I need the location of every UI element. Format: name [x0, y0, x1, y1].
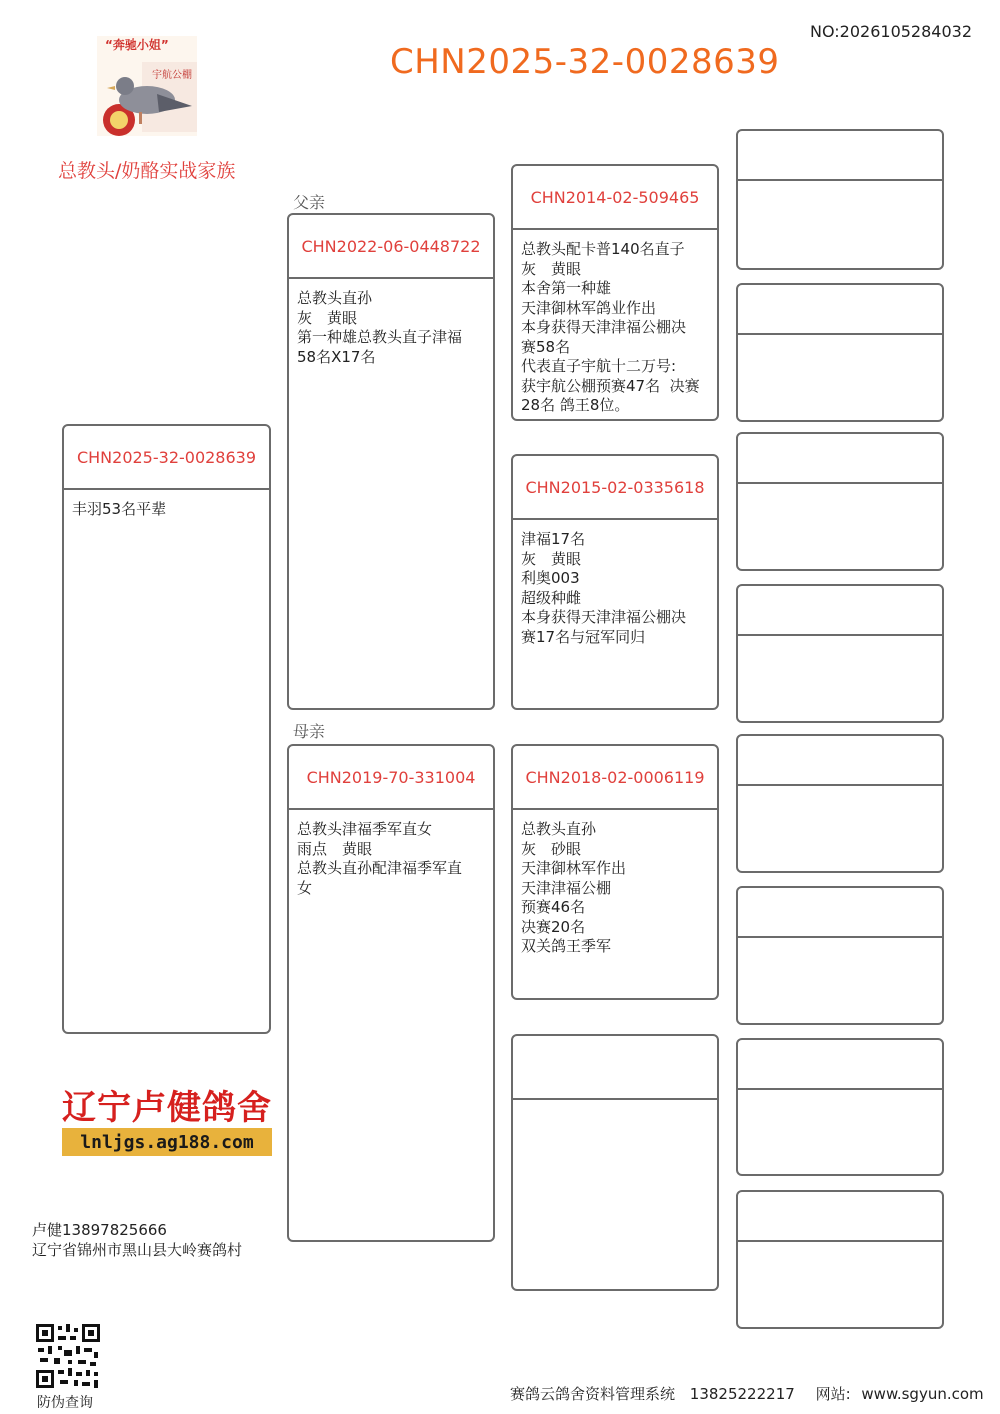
sire-ring: CHN2022-06-0448722 — [289, 215, 493, 279]
footer-system: 赛鸽云鸽舍资料管理系统 — [510, 1385, 676, 1403]
brand-name: 辽宁卢健鸽舍 — [62, 1087, 272, 1128]
note-line: 津福17名 — [521, 530, 586, 548]
note-line: 本舍第一种雄 — [521, 279, 612, 297]
document-number: NO:2026105284032 — [810, 22, 973, 41]
sire-sire-ring: CHN2014-02-509465 — [513, 166, 717, 230]
great-grandparent-ring — [738, 131, 942, 181]
note-line: 预赛46名 — [521, 898, 586, 916]
sire-dam-notes — [513, 520, 717, 657]
note-line: 本身获得天津津福公棚决 — [521, 318, 687, 336]
note-line: 雨点 黄眼 — [297, 839, 373, 858]
great-grandparent-card — [736, 283, 944, 422]
dam-sire-card — [511, 744, 719, 1000]
great-grandparent-ring — [738, 285, 942, 335]
great-grandparent-ring — [738, 586, 942, 636]
great-grandparent-ring — [738, 1040, 942, 1090]
pigeon-notes — [64, 490, 269, 530]
sire-dam-card — [511, 454, 719, 710]
qr-code[interactable] — [34, 1322, 102, 1390]
dam-sire-notes — [513, 810, 717, 967]
note-line: 丰羽53名平辈 — [72, 500, 167, 518]
note-line: 本身获得天津津福公棚决 — [521, 608, 687, 626]
note-line: 双关鸽王季军 — [521, 937, 612, 955]
note-line: 总教头配卡普140名直子 — [521, 240, 685, 258]
note-line: 58名X17名 — [297, 347, 376, 366]
contact-phone: 卢健13897825666 — [32, 1221, 167, 1239]
note-line: 总教头津福季军直女 — [297, 820, 433, 838]
note-line: 天津御林军作出 — [521, 859, 627, 877]
brand-url: lnljgs.ag188.com — [62, 1128, 272, 1156]
note-line: 利奥003 — [521, 569, 580, 587]
note-line: 决赛20名 — [521, 917, 586, 936]
footer — [510, 1383, 984, 1404]
sire-card — [287, 213, 495, 710]
contact-block — [32, 1220, 242, 1260]
note-line: 获宇航公棚预赛47名 决赛 — [521, 376, 700, 395]
footer-website[interactable]: www.sgyun.com — [861, 1385, 984, 1403]
pigeon-card — [62, 424, 271, 1034]
great-grandparent-ring — [738, 434, 942, 484]
great-grandparent-card — [736, 1038, 944, 1176]
great-grandparent-card — [736, 129, 944, 270]
sire-sire-notes — [513, 230, 717, 426]
contact-address: 辽宁省锦州市黑山县大岭赛鸽村 — [32, 1241, 243, 1259]
main-ring-number: CHN2025-32-0028639 — [390, 42, 780, 82]
family-title: 总教头/奶酪实战家族 — [58, 160, 236, 182]
note-line: 28名 鸽王8位。 — [521, 396, 630, 414]
dam-ring: CHN2019-70-331004 — [289, 746, 493, 810]
sire-dam-ring: CHN2015-02-0335618 — [513, 456, 717, 520]
mother-label: 母亲 — [293, 722, 326, 741]
pigeon-ring: CHN2025-32-0028639 — [64, 426, 269, 490]
footer-phone: 13825222217 — [689, 1385, 795, 1403]
dam-dam-notes — [513, 1100, 717, 1120]
great-grandparent-card — [736, 432, 944, 571]
dam-dam-card — [511, 1034, 719, 1291]
qr-code-icon — [34, 1322, 102, 1390]
note-line: 赛58名 — [521, 337, 571, 356]
note-line: 女 — [297, 878, 313, 897]
note-line: 灰 黄眼 — [297, 308, 358, 327]
great-grandparent-ring — [738, 736, 942, 786]
note-line: 总教头直孙 — [297, 289, 373, 307]
note-line: 灰 黄眼 — [521, 259, 582, 278]
note-line: 代表直子宇航十二万号: — [521, 357, 677, 375]
logo-top-text: “奔驰小姐” — [105, 38, 169, 52]
great-grandparent-card — [736, 1190, 944, 1329]
logo-inner-text: 宇航公棚 — [152, 70, 192, 81]
dam-dam-ring — [513, 1036, 717, 1100]
sire-notes — [289, 279, 493, 377]
dam-notes — [289, 810, 493, 908]
note-line: 灰 黄眼 — [521, 549, 582, 568]
note-line: 超级种雌 — [521, 588, 582, 607]
note-line: 总教头直孙 — [521, 820, 597, 838]
great-grandparent-card — [736, 584, 944, 723]
footer-website-label: 网站: — [815, 1385, 851, 1403]
note-line: 总教头直孙配津福季军直 — [297, 859, 463, 877]
note-line: 赛17名与冠军同归 — [521, 627, 646, 646]
sire-sire-card — [511, 164, 719, 421]
great-grandparent-ring — [738, 888, 942, 938]
note-line: 天津津福公棚 — [521, 878, 612, 897]
pigeon-logo — [97, 36, 197, 136]
great-grandparent-card — [736, 886, 944, 1025]
qr-caption: 防伪查询 — [37, 1395, 93, 1411]
note-line: 第一种雄总教头直子津福 — [297, 328, 463, 346]
father-label: 父亲 — [293, 193, 326, 212]
note-line: 灰 砂眼 — [521, 839, 582, 858]
great-grandparent-card — [736, 734, 944, 873]
dam-card — [287, 744, 495, 1242]
loft-brand-logo — [62, 1082, 272, 1158]
great-grandparent-ring — [738, 1192, 942, 1242]
note-line: 天津御林军鸽业作出 — [521, 298, 657, 317]
dam-sire-ring: CHN2018-02-0006119 — [513, 746, 717, 810]
